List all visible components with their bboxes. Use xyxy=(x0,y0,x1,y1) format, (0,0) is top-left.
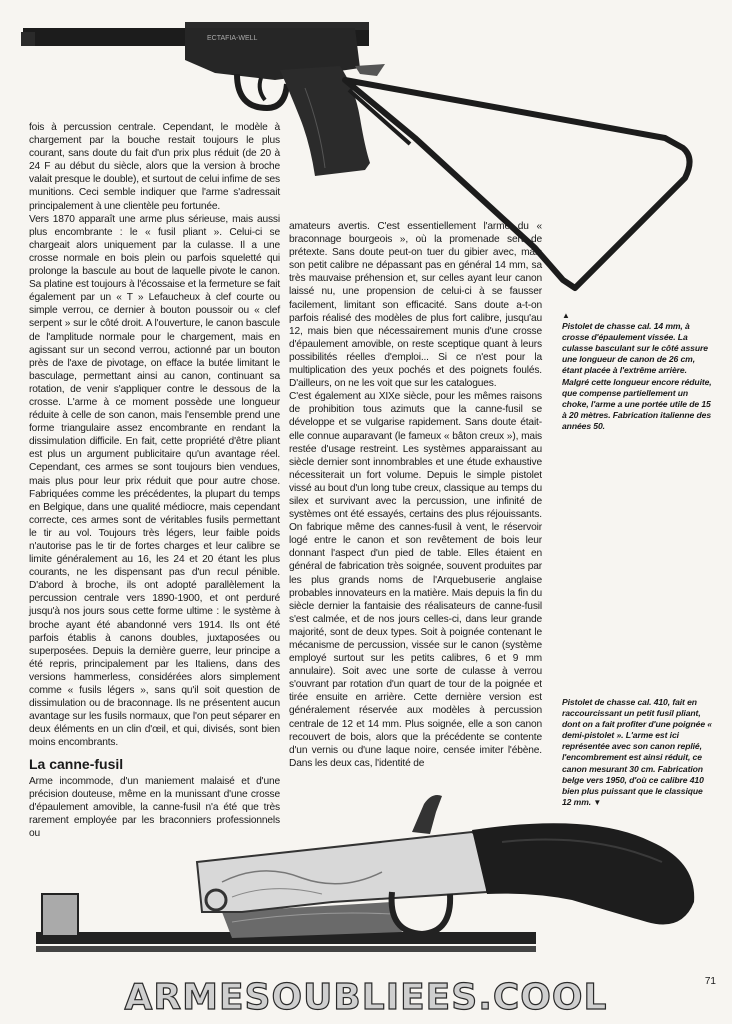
caption-text: Pistolet de chasse cal. 14 mm, à crosse d'épaulement vissée. La culasse basculant sur le côté assure une longueur de canon de 26 cm, étant placée à l'extrême arrière. Malgré cette longueur encore réduite, que compense partiellement un choke, l'arme a une portée utile de 15 à 20 mètres. Fabrication italienne des années 50. xyxy=(562,321,712,431)
caption-marker-up: ▲ xyxy=(562,311,570,320)
caption-top-illustration xyxy=(562,310,712,432)
paragraph: fois à percussion centrale. Cependant, le modèle à chargement par la bouche restait toujours le plus courant, sans doute du fait d'un prix plus réduit (de 20 à 24 F au début du siècle, alors que la version à broche valait presque le double), et surtout de celui infime de ses munitions. Ceci semble indiquer que l'arme s'adressait principalement à une clientèle peu fortunée. xyxy=(29,122,280,212)
caption-bottom-illustration xyxy=(562,697,712,808)
frame-engraving: ECTAFIA-WELL xyxy=(207,35,258,42)
watermark: ARMESOUBLIEES.COOL xyxy=(124,977,608,1018)
section-heading: La canne-fusil xyxy=(29,755,124,772)
paragraph: Vers 1870 apparaît une arme plus sérieuse, mais aussi plus encombrante : le « fusil pliant ». Celui-ci se chargeait alors uniquement par la culasse. Il a une crosse normale en bois plein ou parfois squeletté qui prolonge la bascule au bout de laquelle pivote le canon. Sa platine est toujours à l'écossaise et la fermeture se fait également par un « T » Lefaucheux à clef courte ou simple verrou, ce dernier à bouton poussoir ou « clef serpent » sur le côté droit. A l'ouverture, le canon bascule de l'amplitude normale pour le chargement, mais en agissant sur un second verrou, actionné par un bouton près de l'axe de pivotage, on efface la butée limitant le basculage, permettant ainsi au canon, continuant sa rotation, de venir s'appliquer contre le dessous de la crosse. L'arme à ce moment possède une longueur réduite à celle de son canon, mais l'ensemble prend une forme triangulaire assez encombrante en rendant la dissimulation difficile. En fait, cette propriété d'être pliant est plus un argument publicitaire qu'un avantage réel. Cependant, ces armes se sont toujours bien vendues, mais plus pour leur prix réduit que pour autre chose. Fabriquées comme les précédentes, la plupart du temps en Belgique, dans une qualité médiocre, mais cependant correcte, ces armes sont de véritables fusils permettant le tir au vol. Toujours très légers, leur faible poids n'autorise pas le tir de fortes charges et leur calibre se limite généralement au 16, les 24 et 20 étant les plus courants, ne les dispensant pas d'un recul pénible. D'abord à broche, ils ont adopté parallèlement la percussion centrale vers 1890-1900, et ont perduré jusqu'à nos jours sous cette forme ultime : le système à broche ayant été abandonné vers 1914. Ils ont été parfois établis à canons doubles, juxtaposées ou superposées. Depuis la dernière guerre, leur principe a été repris, principalement par les Italiens, dans des versions hammerless, considérées alors simplement comme « fusils légers », sans qu'il soit question de dissimulation ou de braconnage. Ils ne présentent aucun avantage sur les fusils normaux, que l'on peut séparer en deux éléments en un clin d'œil, et qui, divisés, sont bien moins encombrants. xyxy=(29,213,281,749)
text-column-left xyxy=(29,121,280,840)
paragraph: Arme incommode, d'un maniement malaisé et d'une précision douteuse, même en la munissant d'une crosse d'épaulement amovible, la canne-fusil n'a été que très rarement employée par les braconniers professionnels ou xyxy=(29,775,280,839)
paragraph: C'est également au XIXe siècle, pour les mêmes raisons de prohibition tous azimuts que la canne-fusil se développe et se vulgarise rapidement. Sans doute était-elle connue auparavant (le fameux « bâton creux »), mais restée d'usage restreint. Les systèmes apparaissant au siècle dernier sont innombrables et une étude exhaustive nécessiterait un fort volume. Depuis le simple pistolet vissé au bout d'un long tube creux, classique au temps du silex et survivant avec la percussion, une infinité de systèmes ont été essayés, certains des plus réjouissants. On fabrique même des cannes-fusil à vent, le réservoir logé entre le canon et son revêtement de bois leur donnant l'aspect d'un pied de table. Elles étaient en général de fabrication très soignée, souvent produites par les plus grands noms de l'Arquebuserie anglaise probables innovateurs en la matière. Mais depuis la fin du siècle dernier la fantaisie des réalisateurs de canne-fusil s'est calmée, et de nos jours celles-ci, dans leur grande majorité, sont de deux types. Soit à poignée contenant le mécanisme de percussion, vissée sur le canon (système employé surtout sur les petits calibres, 6 et 9 mm annulaire). Soit avec une sorte de culasse à verrou s'ouvrant par rotation d'un quart de tour de la poignée et tirée ensuite en arrière. Cette dernière version est généralement réservée aux modèles à percussion centrale de 12 et 14 mm. Plus soignée, elle a son canon recouvert de bois, alors que la précédente se contente d'un vernis ou d'une laque noire, censée imiter l'ébène. Dans les deux cas, l'identité de xyxy=(289,391,542,769)
caption-marker-down: ▼ xyxy=(593,797,602,807)
text-column-middle xyxy=(289,220,542,770)
caption-text: Pistolet de chasse cal. 410, fait en raccourcissant un petit fusil pliant, dont on a fait profiter d'une poignée « demi-pistolet ». L'arme est ici représentée avec son canon replié, l'encombrement est ainsi réduit, ce canon mesurant 30 cm. Fabrication belge vers 1950, d'où ce calibre 410 bien plus puissant que le classique 12 mm. xyxy=(562,697,712,807)
page-number: 71 xyxy=(704,976,716,987)
paragraph: amateurs avertis. C'est essentiellement l'arme du « braconnage bourgeois », où la promenade sert de prétexte. Sans doute peut-on tuer du gibier avec, mais son petit calibre ne dépassant pas en général 14 mm, sa très mauvaise préhension et, sur celles ayant leur canon laissé nu, une propension de celui-ci à se fausser facilement, limitant son efficacité. Sans doute a-t-on parfois réalisé des modèles de plus fort calibre, jusqu'au 12, mais bien que nécessairement munis d'une crosse d'épaulement amovible, on reste sceptique quant à leurs possibilités réelles d'emploi... Si ce n'est pour la multiplication des yeux pochés et des poignets foulés. D'ailleurs, on ne les voit que sur les catalogues. xyxy=(289,221,542,390)
